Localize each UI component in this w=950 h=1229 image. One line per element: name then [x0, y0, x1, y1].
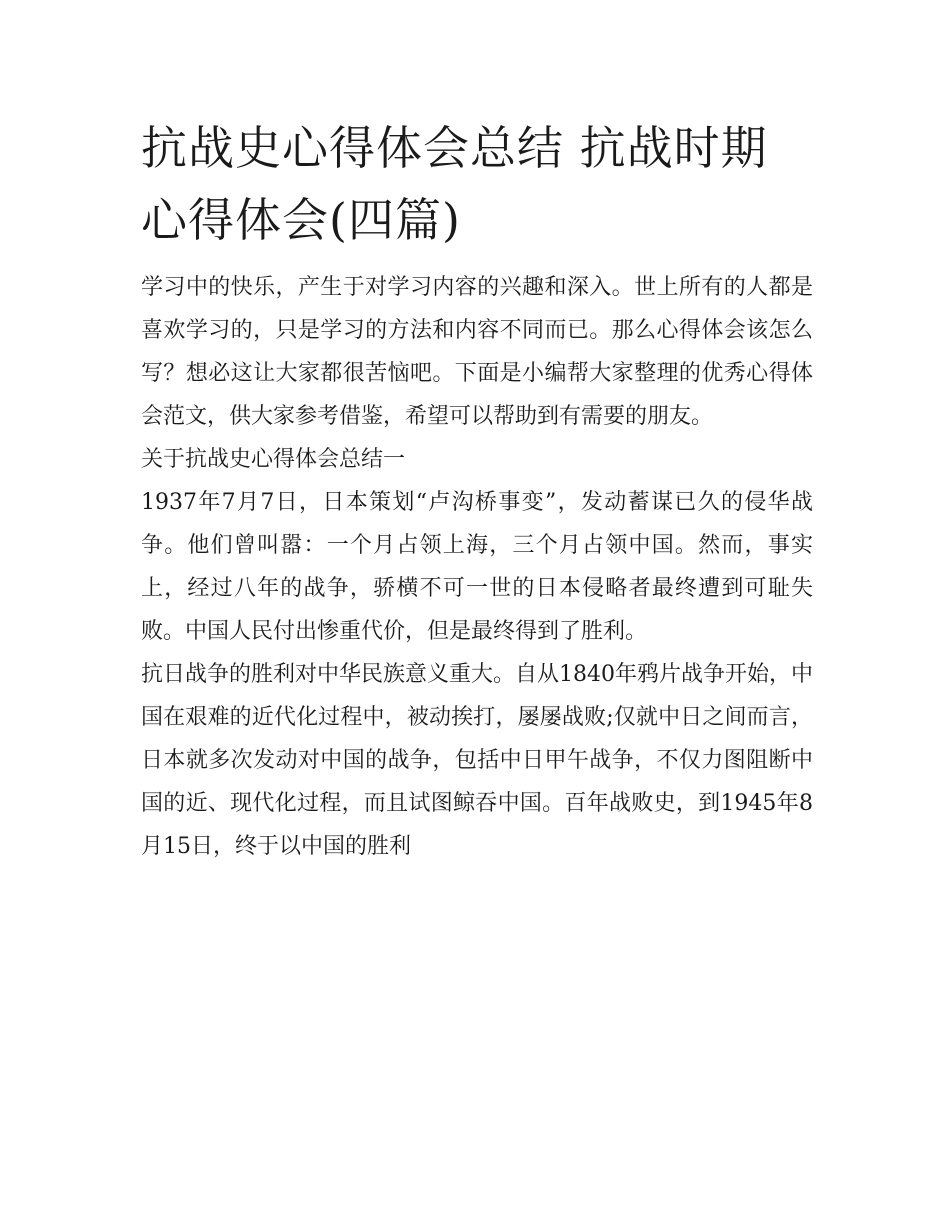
- document-page: [141, 112, 813, 868]
- section-heading: 关于抗战史心得体会总结一: [141, 447, 406, 472]
- document-title: 抗战史心得体会总结 抗战时期心得体会(四篇): [141, 121, 768, 247]
- body-paragraph-2: 抗日战争的胜利对中华民族意义重大。自从1840年鸦片战争开始，中国在艰难的近代化过程中，被动挨打，屡屡战败;仅就中日之间而言，日本就多次发动对中国的战争，包括中日甲午战争，不仅力图阻断中国的近、现代化过程，而且试图鲸吞中国。百年战败史，到1945年8月15日，终于以中国的胜利: [141, 662, 813, 859]
- intro-paragraph: 学习中的快乐，产生于对学习内容的兴趣和深入。世上所有的人都是喜欢学习的，只是学习的方法和内容不同而已。那么心得体会该怎么写？想必这让大家都很苦恼吧。下面是小编帮大家整理的优秀心得体会范文，供大家参考借鉴，希望可以帮助到有需要的朋友。: [141, 275, 813, 429]
- body-paragraph-1: 1937年7月7日，日本策划“卢沟桥事变”，发动蓄谋已久的侵华战争。他们曾叫嚣：一个月占领上海，三个月占领中国。然而，事实上，经过八年的战争，骄横不可一世的日本侵略者最终遭到可耻失败。中国人民付出惨重代价，但是最终得到了胜利。: [141, 490, 813, 644]
